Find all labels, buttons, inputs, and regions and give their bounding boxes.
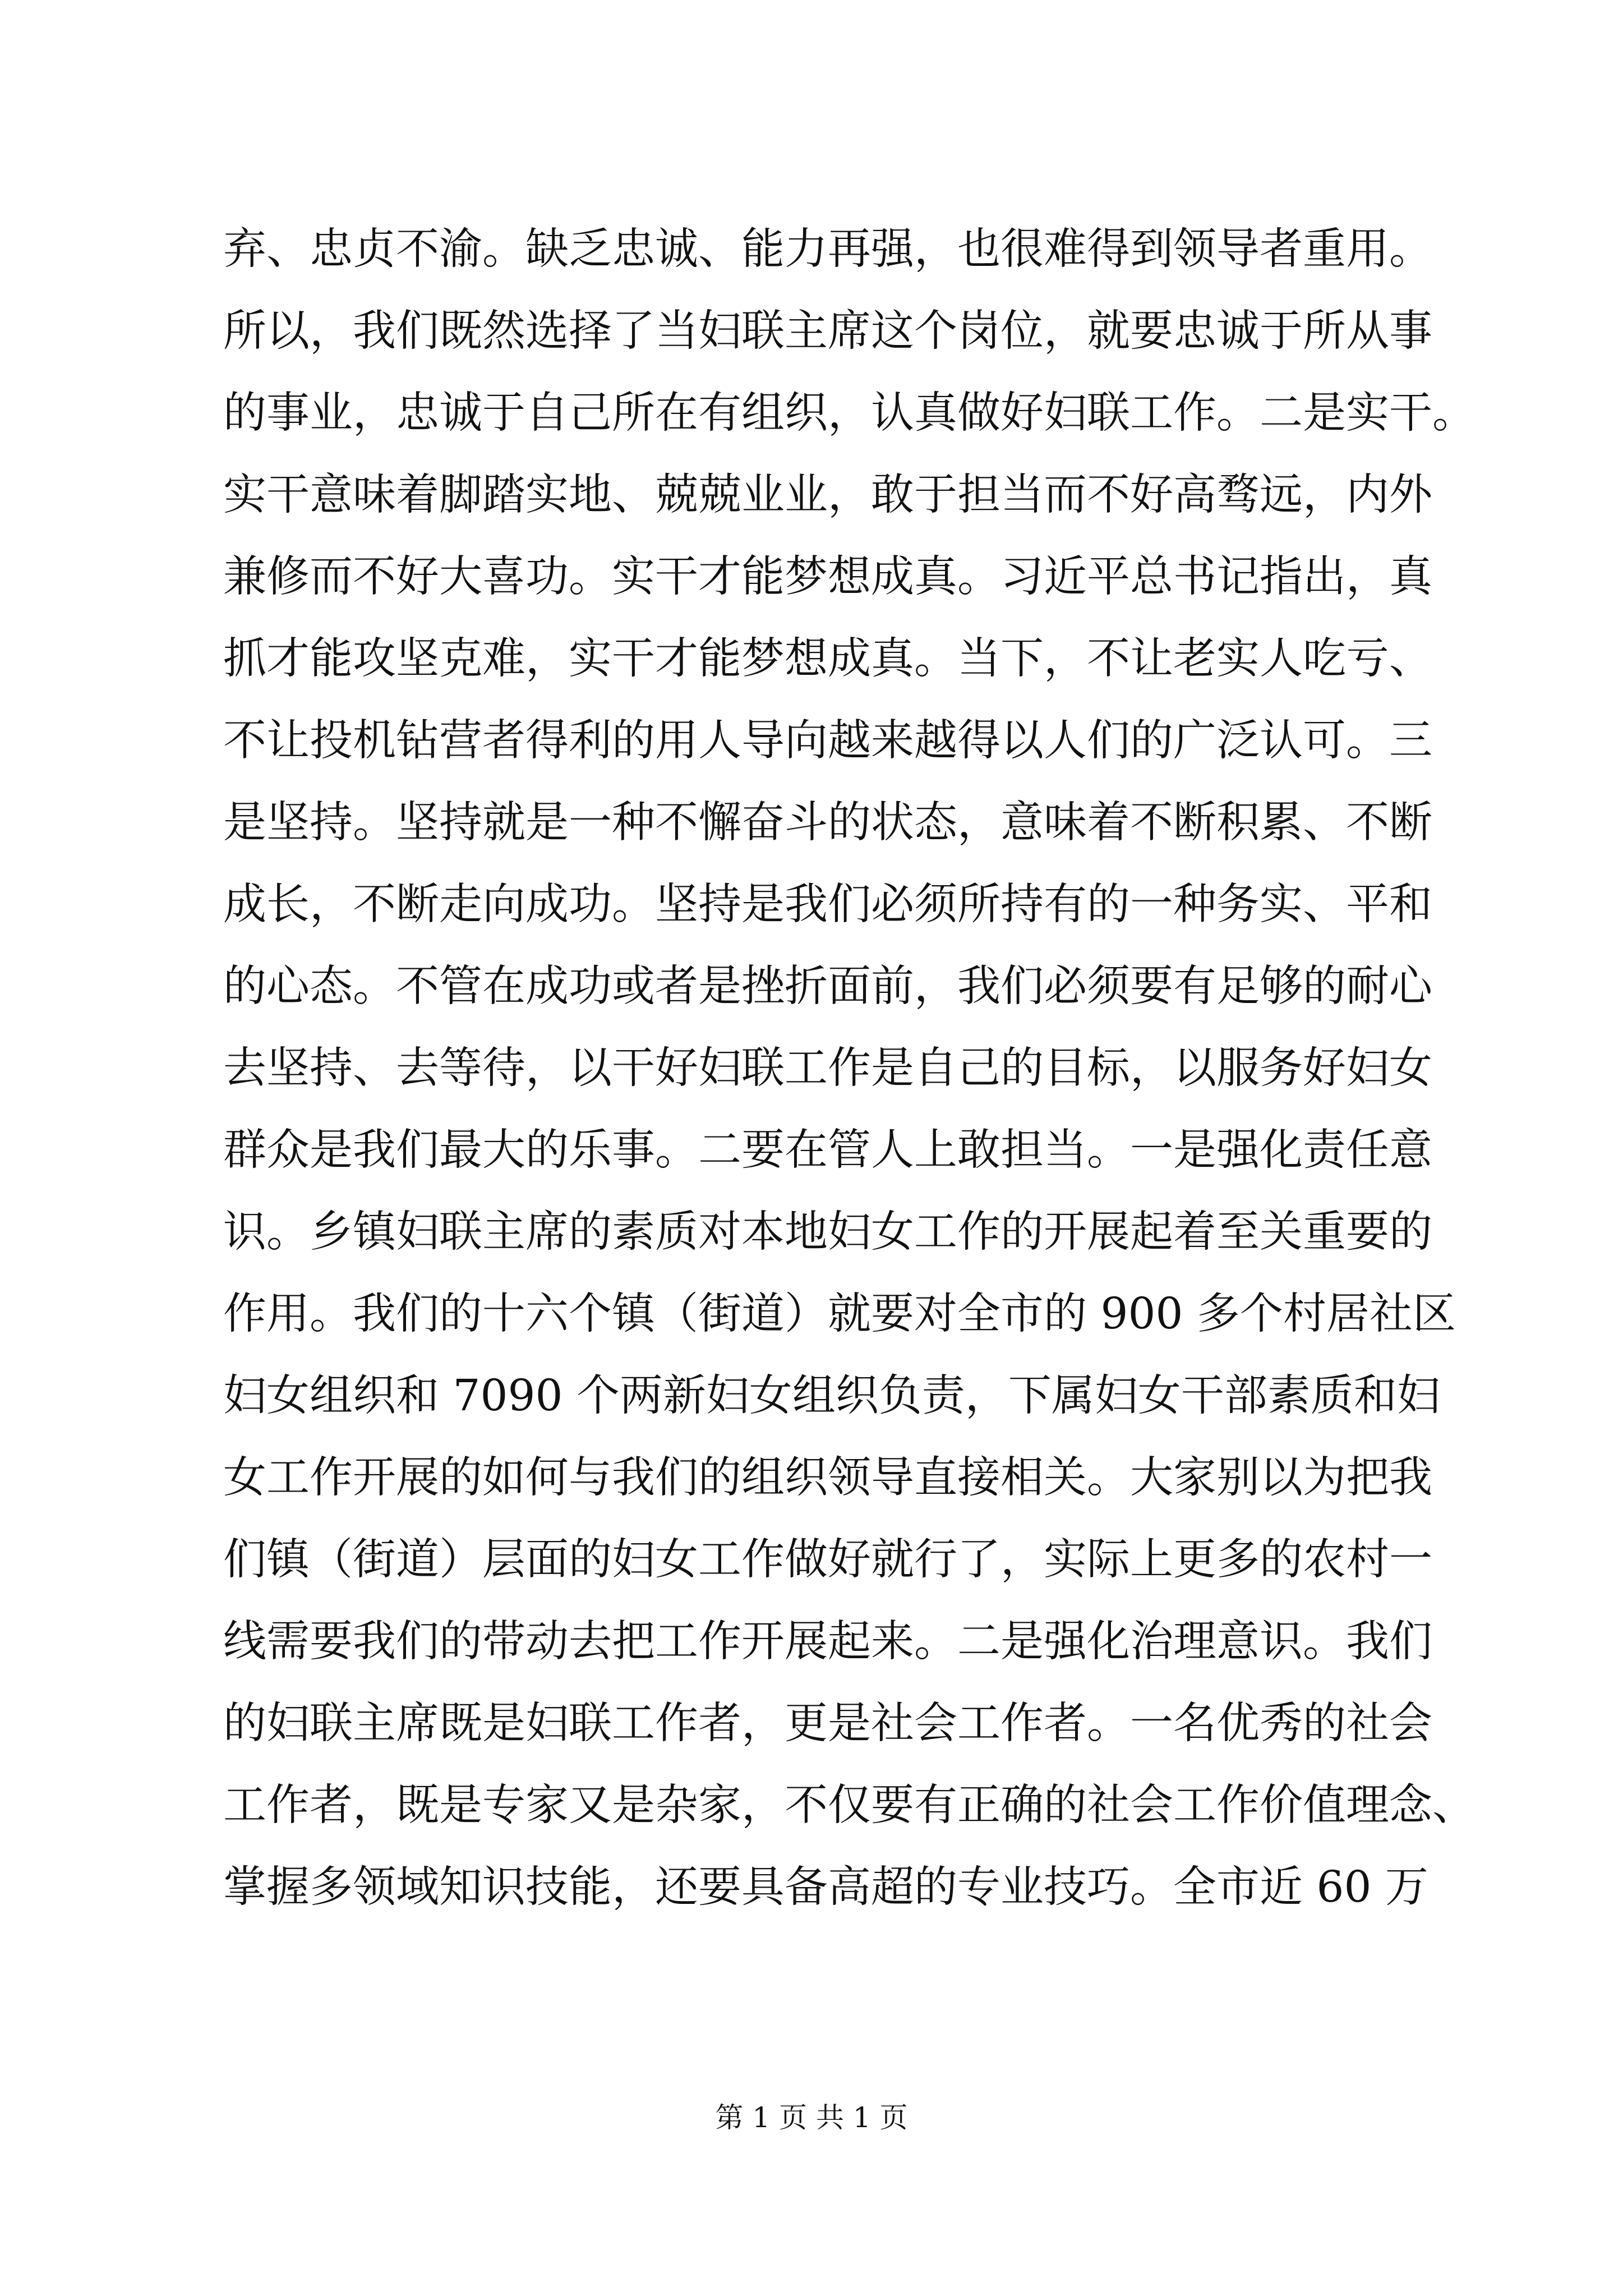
text-line: 所以，我们既然选择了当妇联主席这个岗位，就要忠诚于所从事 [223,306,1432,356]
text-line: 线需要我们的带动去把工作开展起来。二是强化治理意识。我们 [223,1617,1432,1667]
body-text [223,209,1476,1929]
text-line: 妇女组织和 7090 个两新妇女组织负责，下属妇女干部素质和妇 [223,1371,1440,1421]
page-footer [0,2098,1623,2137]
text-line: 的事业，忠诚于自己所在有组织，认真做好妇联工作。二是实干。 [223,388,1476,438]
text-line: 的心态。不管在成功或者是挫折面前，我们必须要有足够的耐心 [223,961,1432,1011]
text-line: 弃、忠贞不渝。缺乏忠诚、能力再强，也很难得到领导者重用。 [223,224,1432,274]
text-line: 是坚持。坚持就是一种不懈奋斗的状态，意味着不断积累、不断 [223,798,1432,848]
text-line: 们镇（街道）层面的妇女工作做好就行了，实际上更多的农村一 [223,1535,1432,1585]
text-line: 抓才能攻坚克难，实干才能梦想成真。当下，不让老实人吃亏、 [223,634,1432,684]
text-line: 成长，不断走向成功。坚持是我们必须所持有的一种务实、平和 [223,880,1432,930]
text-line: 兼修而不好大喜功。实干才能梦想成真。习近平总书记指出，真 [223,552,1432,602]
text-line: 作用。我们的十六个镇（街道）就要对全市的 900 多个村居社区 [223,1289,1456,1339]
text-line: 不让投机钻营者得利的用人导向越来越得以人们的广泛认可。三 [223,716,1432,766]
text-line: 的妇联主席既是妇联工作者，更是社会工作者。一名优秀的社会 [223,1699,1432,1749]
text-line: 掌握多领域知识技能，还要具备高超的专业技巧。全市近 60 万 [223,1862,1428,1912]
text-line: 识。乡镇妇联主席的素质对本地妇女工作的开展起着至关重要的 [223,1207,1432,1257]
text-line: 工作者，既是专家又是杂家，不仅要有正确的社会工作价值理念、 [223,1780,1476,1830]
text-line: 群众是我们最大的乐事。二要在管人上敢担当。一是强化责任意 [223,1125,1432,1175]
text-line: 女工作开展的如何与我们的组织领导直接相关。大家别以为把我 [223,1453,1432,1503]
text-line: 实干意味着脚踏实地、兢兢业业，敢于担当而不好高骛远，内外 [223,470,1432,520]
text-line: 去坚持、去等待，以干好妇联工作是自己的目标，以服务好妇女 [223,1043,1432,1093]
page-number-label: 第 1 页 共 1 页 [715,2101,908,2134]
